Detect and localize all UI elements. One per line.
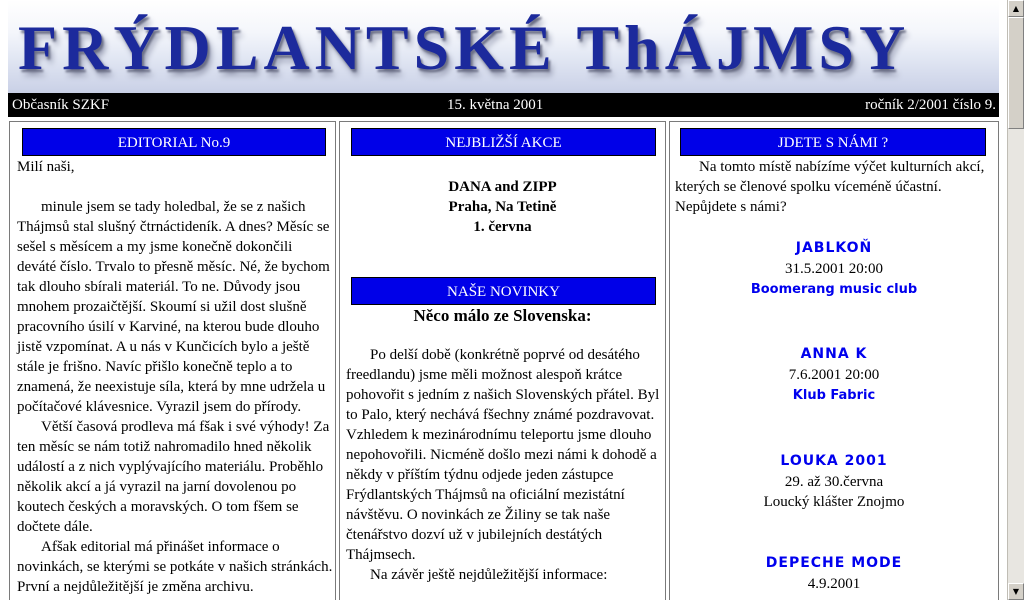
event-name[interactable]: JABLKOŇ — [795, 240, 873, 256]
news-paragraph: Po delší době (konkrétně poprvé od desátého freedlandu) jsme měli možnost alespoň krátce pohovořit s jedním z našich Slovenských přátel. Byl to Palo, který nechává fšechny známé pozdravovat. Vzhledem k mezinárodnímu teleportu jsme dlouho nepohovořili. Nicméně došlo mezi námi k dohodě a někdy v příštím týdnu odjede jeden zástupce Frýdlantských Thájmsů na oficiální mezistátní návštěvu. O novinkách ze Žiliny se tak naše čtenářstvo dozví už v jubilejních destátých Thájmsech. — [346, 347, 660, 563]
nearest-events-heading: NEJBLIŽŠÍ AKCE — [351, 128, 656, 156]
event-venue-link[interactable]: Klub Fabric — [792, 388, 876, 403]
editorial-paragraph: Afšak editorial má přinášet informace o novinkách, se kterými se potkáte v našich stránkách. První a nejdůležitější je změna archivu. — [17, 539, 333, 595]
news-text — [346, 345, 662, 585]
issue-info-bar — [8, 93, 999, 117]
events-column — [669, 121, 999, 600]
scroll-up-arrow-icon[interactable]: ▲ — [1008, 0, 1024, 17]
issue-number: ročník 2/2001 číslo 9. — [865, 97, 996, 113]
event-date: 31.5.2001 20:00 — [785, 261, 883, 277]
event-date: 29. až 30.června — [784, 474, 884, 490]
nearest-event-place: Praha, Na Tetině — [448, 199, 557, 215]
nearest-event-date: 1. června — [473, 219, 532, 235]
event-date: 7.6.2001 20:00 — [788, 367, 880, 383]
news-subtitle: Něco málo ze Slovenska: — [413, 306, 592, 325]
issue-date: 15. května 2001 — [447, 97, 544, 113]
news-heading: NAŠE NOVINKY — [351, 277, 656, 305]
editorial-column — [9, 121, 336, 600]
publication-type: Občasník SZKF — [12, 97, 110, 113]
join-us-heading: JDETE S NÁMI ? — [680, 128, 986, 156]
editorial-greeting: Milí naši, — [17, 159, 75, 175]
event-date: 4.9.2001 — [807, 576, 861, 592]
editorial-paragraph: Větší časová prodleva má fšak i své výhody! Za ten měsíc se nám totiž nahromadilo hned několik událostí a z nich vyplývajícího materiálu. Proběhlo několik akcí a já vyrazil na jarní dovolenou po koutech českých a moravských. O tom fšem se dočtete dále. — [17, 419, 330, 535]
news-column — [339, 121, 666, 600]
vertical-scrollbar[interactable] — [1007, 0, 1024, 600]
event-venue-link[interactable]: Boomerang music club — [750, 282, 918, 297]
event-name[interactable]: ANNA K — [800, 346, 868, 362]
join-intro: Na tomto místě nabízíme výčet kulturních akcí, kterých se členové spolku víceméně účastní. Nepůjdete s námi? — [675, 159, 985, 215]
masthead-title: FRÝDLANTSKÉ ThÁJMSY — [18, 12, 911, 83]
nearest-event — [340, 177, 665, 237]
event-item — [670, 552, 998, 594]
news-paragraph: Na závěr ještě nejdůležitější informace: — [370, 567, 608, 583]
event-item — [670, 450, 998, 512]
event-item — [670, 343, 998, 407]
editorial-heading: EDITORIAL No.9 — [22, 128, 326, 156]
event-name[interactable]: DEPECHE MODE — [765, 555, 903, 571]
event-item — [670, 237, 998, 301]
nearest-event-name: DANA and ZIPP — [448, 179, 557, 195]
editorial-paragraph: minule jsem se tady holedbal, že se z našich Thájmsů stal slušný čtrnáctideník. A dnes? Měsíc se sešel s měsícem a my jsme konečně dokončili deváté číslo. Trvalo to přesně měsíc. Né, že bychom tak dlouho sbírali materiál. To ne. Důvody jsou mnohem prozaičtější. Skoumí si užil dost slušně pracovního úsilí v Karviné, na kterou bude dlouho jistě vzpomínat. A u nás v Kunčicích bylo a ještě stále je frišno. Navíc přišlo konečně teplo a to znamená, že neexistuje síla, která by mne udržela u počítačové klávesnice. Vyrazil jsem do přírody. — [17, 199, 330, 415]
editorial-text — [17, 157, 333, 597]
event-name[interactable]: LOUKA 2001 — [780, 453, 888, 469]
scroll-down-arrow-icon[interactable]: ▼ — [1008, 583, 1024, 600]
masthead-banner — [8, 0, 999, 93]
event-venue: Loucký klášter Znojmo — [763, 494, 905, 510]
scroll-thumb[interactable] — [1008, 17, 1024, 129]
